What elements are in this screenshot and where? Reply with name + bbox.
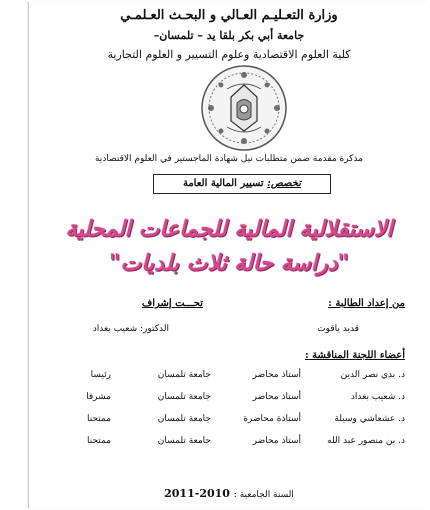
thesis-title-line2: "دراسة حالة ثلاث بلديات" xyxy=(109,250,349,276)
member-university: جامعة تلمسان xyxy=(157,370,211,380)
member-role: ممتحنا xyxy=(86,436,111,446)
member-rank: أستاذ محاضر xyxy=(252,436,301,446)
prepared-by-label: من إعداد الطالبة : xyxy=(328,298,405,309)
university-logo xyxy=(199,63,289,153)
member-rank: أستاذ محاضر xyxy=(252,392,301,402)
member-name: د. شعيب بغداد xyxy=(350,392,405,402)
thesis-note: مذكرة مقدمة ضمن متطلبات نيل شهادة الماجستير في العلوم الاقتصادية xyxy=(94,154,364,164)
committee-label: أعضاء اللجنة المناقشة : xyxy=(304,350,405,361)
ministry-heading: وزارة التعـليـم العـالي و البحـث العـلمـي xyxy=(120,8,338,23)
member-name: د. بن منصور عبد الله xyxy=(327,436,405,446)
academic-year-label: السنة الجامعية : xyxy=(233,490,294,500)
member-university: جامعة تلمسان xyxy=(157,414,211,424)
member-name: د. بدي نصر الدين xyxy=(340,370,405,380)
committee-row xyxy=(45,392,405,406)
specialization-value: تسيير المالية العامة xyxy=(182,178,264,189)
specialization-label: تخصص: xyxy=(267,178,302,189)
academic-year-value: 2010-2011 xyxy=(164,487,230,500)
member-role: ممتحنا xyxy=(86,414,111,424)
academic-year xyxy=(29,487,429,500)
member-role: مشرفا xyxy=(86,392,111,402)
supervisor-name: الدكتور: شعيب بغداد xyxy=(92,324,169,334)
member-rank: أستاذة محاضرة xyxy=(243,414,301,424)
member-university: جامعة تلمسان xyxy=(157,392,211,402)
university-name: جامعة أبي بكر بلقا يد – تلمسان– xyxy=(153,29,305,42)
member-role: رئيسا xyxy=(90,370,111,380)
committee-row xyxy=(45,370,405,384)
member-rank: أستاذ محاضر xyxy=(252,370,301,380)
specialization-box xyxy=(153,174,331,194)
document-page xyxy=(28,2,429,508)
member-university: جامعة تلمسان xyxy=(157,436,211,446)
member-name: د. عشعاشي وسيلة xyxy=(334,414,405,424)
faculty-name: كلية العلوم الاقتصادية وعلوم التسيير و العلوم التجارية xyxy=(107,48,351,61)
committee-row xyxy=(45,436,405,450)
committee-row xyxy=(45,414,405,428)
supervision-label: تحـــت إشراف xyxy=(141,298,203,309)
thesis-title-line1: الاستقلالية المالية للجماعات المحلية xyxy=(65,216,393,242)
student-name: قديد ياقوت xyxy=(317,324,359,334)
